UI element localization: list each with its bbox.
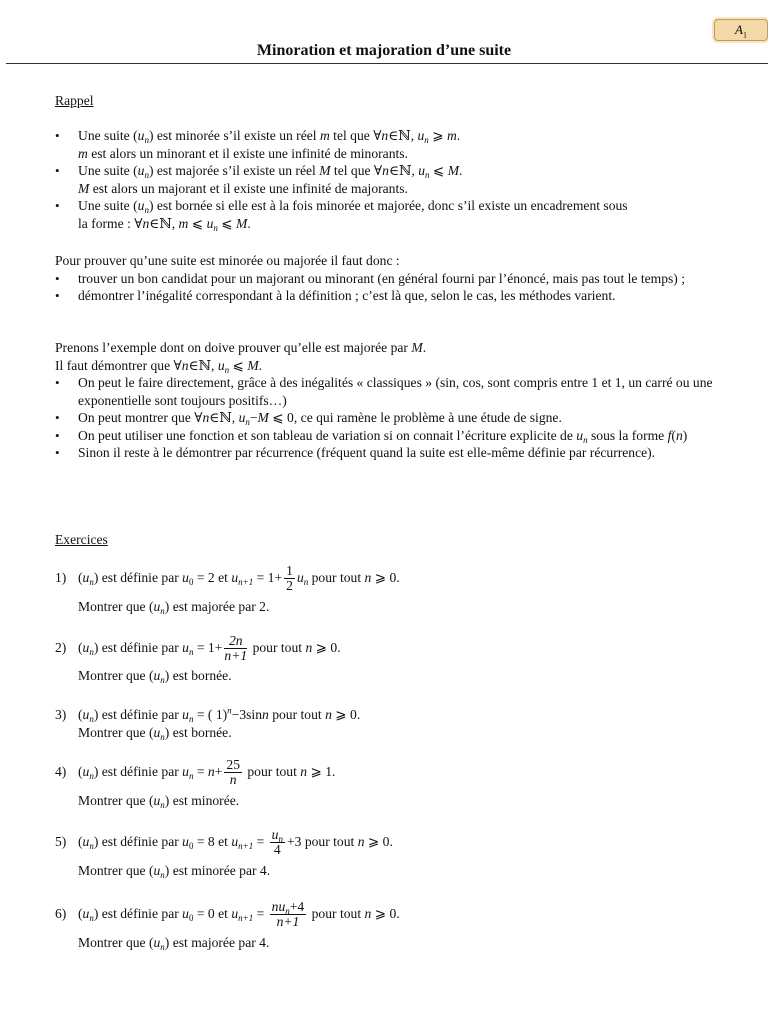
list-item: • trouver un bon candidat pour un majorant ou minorant (en général fourni par l’énoncé, mais pas tout le temps) ; <box>55 270 715 288</box>
exercise-3: 3) $(u_n)$ est définie par $u_n$ = ( 1)$^n$−3sinn pour tout n ⩾ 0. Montrer que $(u_n)$ est bornée. <box>55 705 361 742</box>
exercise-1: 1) $(u_n)$ est définie par $u_0 = 2$ et $u_{n+1} = 1+$ $\frac{1}{2}$ $u_n$ pour tout n ⩾ 0. Montrer que $(u_n)$ est majorée par 2. <box>55 563 400 616</box>
list-item: • On peut montrer que ∀n∈ℕ, $u_n-M$ ⩽ 0, ce qui ramène le problème à une étude de signe. <box>55 409 715 427</box>
rappel-list <box>55 127 715 232</box>
title-rule <box>6 63 768 64</box>
exercices-heading: Exercices <box>55 532 108 547</box>
prouver-section <box>55 252 715 305</box>
list-item: • Une suite $(u_n)$ est majorée s’il existe un réel M tel que ∀n∈ℕ, $u_n$ ⩽ M. M est alors un majorant et il existe une infinité de majorants. <box>55 162 715 197</box>
exemple-line: Prenons l’exemple dont on doive prouver qu’elle est majorée par M. <box>55 340 427 355</box>
rappel-heading: Rappel <box>55 93 94 108</box>
exemple-line: Il faut démontrer que ∀n∈ℕ, $u_n$ ⩽ M. <box>55 357 263 375</box>
exercise-2: 2) $(u_n)$ est définie par $u_n = 1+$ $\frac{2n}{n+1}$ pour tout n ⩾ 0. Montrer que $(u_n)$ est bornée. <box>55 633 341 685</box>
list-item: • démontrer l’inégalité correspondant à la définition ; c’est là que, selon le cas, les méthodes varient. <box>55 287 715 305</box>
list-item: • Une suite $(u_n)$ est minorée s’il existe un réel m tel que ∀n∈ℕ, $u_n$ ⩾ m. m est alors un minorant et il existe une infinité de minorants. <box>55 127 715 162</box>
exercise-4: 4) $(u_n)$ est définie par $u_n = n+$ $\frac{25}{n}$ pour tout n ⩾ 1. Montrer que $(u_n)$ est minorée. <box>55 757 336 810</box>
page-badge: $A_1$ <box>714 19 768 41</box>
exemple-section <box>55 339 715 462</box>
list-item: • On peut utiliser une fonction et son tableau de variation si on connait l’écriture explicite de $u_n$ sous la forme f(n) <box>55 427 715 445</box>
exercise-5: 5) $(u_n)$ est définie par $u_0 = 8$ et $u_{n+1}$ = $\frac{u_n}{4}$ +3 pour tout n ⩾ 0. Montrer que $(u_n)$ est minorée par 4. <box>55 827 393 880</box>
page-title: Minoration et majoration d’une suite <box>256 42 512 59</box>
list-item: • Une suite $(u_n)$ est bornée si elle est à la fois minorée et majorée, donc s’il existe un encadrement sous la forme : ∀n∈ℕ, m ⩽ $u_n$ ⩽ M. <box>55 197 715 232</box>
list-item: • On peut le faire directement, grâce à des inégalités « classiques » (sin, cos, sont compris entre 1 et 1, un carré ou une exponentielle sont toujours positifs…) <box>55 374 715 409</box>
exercise-6: 6) $(u_n)$ est définie par $u_0 = 0$ et $u_{n+1}$ = $\frac{nu_n+4}{n+1}$ pour tout n ⩾ 0. Montrer que $(u_n)$ est majorée par 4. <box>55 899 400 952</box>
prouver-intro: Pour prouver qu’une suite est minorée ou majorée il faut donc : <box>55 253 400 268</box>
list-item: • Sinon il reste à le démontrer par récurrence (fréquent quand la suite est elle-même définie par récurrence). <box>55 444 715 462</box>
